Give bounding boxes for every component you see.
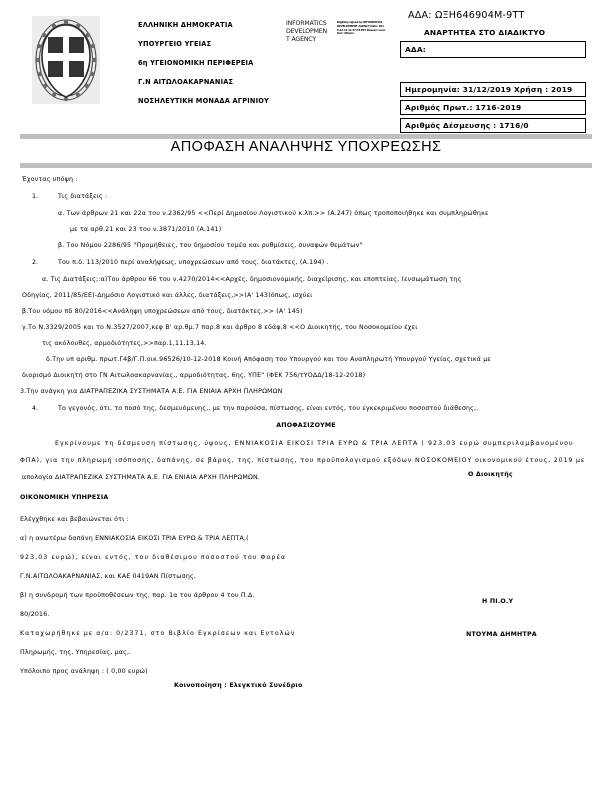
digital-signature-detail: Digitally signed by INFORMATICS DEVELOPMENT AGENCY Date: 2019.12.31 11:17:33 EET Reason: Location: Athens	[337, 21, 385, 36]
item-4-text: Το γεγονός, ότι, το ποσό της, δεσμευόμενης,, με την παρούσα, πίστωσης, είναι εντός, του εγκεκριμένου ποσοστού διάθεσης,.	[58, 405, 479, 412]
notification-line: Κοινοποίηση : Ελεγκτικό Συνέδριο	[174, 682, 303, 689]
item-1a-line: α. Των άρθρων 21 και 22α του ν.2362/95 <<Περί Δημοσίου Λογιστικού κ.λπ.>> (Α.247) όπως τροποποιήθηκε και συμπληρώθηκε	[58, 210, 489, 217]
greek-coat-of-arms-emblem	[32, 16, 100, 104]
decision-line-1: Εγκρίνουμε τη δέσμευση πίστωσης, ύψους, ΕΝΝΙΑΚΟΣΙΑ ΕΙΚΟΣΙ ΤΡΙΑ ΕΥΡΩ & ΤΡΙΑ ΛΕΠΤΑ ( 923,03 ευρώ συμπεριλαμβανομένου	[55, 440, 574, 447]
org-line-5: ΝΟΣΗΛΕΥΤΙΚΗ ΜΟΝΑΔΑ ΑΓΡΙΝΙΟΥ	[138, 97, 270, 106]
financial-line-1: Ελέγχθηκε και βεβαιώνεται ότι :	[20, 516, 129, 523]
financial-signature-name: ΝΤΟΥΜΑ ΔΗΜΗΤΡΑ	[466, 631, 537, 638]
org-line-4: Γ.Ν ΑΙΤΩΛΟΑΚΑΡΝΑΝΙΑΣ	[138, 78, 234, 87]
decision-line-2: ΦΠΑ), για την πληρωμή ισόποσης, δαπάνης, σε βάρος, της, πίστωσης, του προϋπολογισμού εξόδων ΝΟΣΟΚΟΜΕΙΟΥ οικονομικού έτους, 2019 με	[20, 457, 586, 464]
org-line-3: 6η ΥΓΕΙΟΝΟΜΙΚΗ ΠΕΡΙΦΕΡΕΙΑ	[138, 59, 254, 68]
item-2d-line: δ.Την υπ αριθμ. πρωτ.Γ4β/Γ.Π.οικ.96526/10-12-2018 Κοινή Απόφαση του Υπουργού και του Αναπληρωτή Υπουργού Υγείας, σχετικά με	[46, 356, 491, 363]
financial-line-5: β) η συνδρομή των προϋποθέσεων της, παρ. 1α του άρθρου 4 του Π.Δ.	[20, 592, 255, 599]
commitment-field-box: Αριθμός Δέσμευσης : 1716/0	[400, 118, 586, 133]
org-line-2: ΥΠΟΥΡΓΕΙΟ ΥΓΕΙΑΣ	[138, 40, 212, 49]
item-2c-line: γ.Το Ν.3329/2005 και το Ν.3527/2007,κεφ Β' αρ.θμ.7 παρ.8 και άρθρο 8 εδάφ.8 <<Ο Διοικητής, του Νοσοκομείου έχει	[22, 324, 418, 331]
item-2a-line: α. Τις Διατάξεις;:α)Του άρθρου 66 του ν.4270/2014<<Αρχές, δημοσιονομικής, διαχείρισης, και εποπτείας, (ενσωμάτωση της	[42, 276, 462, 283]
financial-line-7: Καταχωρήθηκε με α/α: 0/2371, στο Βιβλίο Εγκρίσεων και Εντολών	[20, 630, 296, 637]
anartitea-label: ΑΝΑΡΤΗΤΕΑ ΣΤΟ ΔΙΑΔΙΚΤΥΟ	[424, 28, 546, 37]
ida-logo-line-3: T AGENCY	[286, 36, 316, 44]
financial-service-header: ΟΙΚΟΝΟΜΙΚΗ ΥΠΗΡΕΣΙΑ	[20, 494, 109, 501]
organization-block	[138, 22, 288, 117]
financial-line-8: Πληρωμής, της, Υπηρεσίας, μας,.	[20, 649, 132, 656]
item-2d-line-2: διορισμό Διοικητή στο ΓΝ Αιτωλοακαρνανίας,, αρμοδιότητας, 6ης, ΥΠΕ" (ΦΕΚ 756/τΥΟΔΔ/18-12-2018)	[22, 372, 366, 379]
item-2b-line: β.Του νόμου πδ 80/2016<<Ανάληψη υποχρεώσεων από τους, διατάκτες,>> (Α' 145)	[22, 308, 303, 315]
ida-logo-line-2: DEVELOPMEN	[286, 28, 328, 36]
financial-line-3: 923,03 ευρώ), είναι εντός, του διαθέσιμου ποσοστού του Φορέα	[20, 554, 287, 561]
item-2-text: Του π.δ. 113/2010 περί αναλήψεως, υποχρεώσεων από τους, διατάκτες, (Α.194) .	[58, 259, 329, 266]
item-2a-line-2: Οδηγίας, 2011/85/ΕΕ)-Δημόσιο Λογιστικό και άλλες, διατάξεις,>>(Α' 143)όπως, ισχύει	[22, 292, 313, 299]
item-1b-line: β. Του Νόμου 2286/95 "Προμήθειες, του δημοσίου τομέα και ρυθμίσεις, συναφών θεμάτων"	[58, 242, 363, 249]
item-2-number: 2.	[32, 259, 39, 266]
item-1a-line-2: με τα αρθ.21 και 23 του ν.3871/2010 (Α.141)	[70, 226, 222, 233]
director-signature-title: Ο Διοικητής	[468, 471, 513, 478]
date-field-box: Ημερομηνία: 31/12/2019 Χρήση : 2019	[400, 82, 586, 97]
item-4-number: 4.	[32, 405, 39, 412]
item-1-number: 1.	[32, 193, 39, 200]
remaining-amount-line: Υπόλοιπο προς ανάληψη : ( 0,00 ευρώ)	[20, 668, 148, 675]
title-rule-bottom	[20, 163, 592, 168]
intro-line: Έχοντας υπόψη :	[22, 176, 78, 183]
item-2c-line-2: τις ακόλουθες, αρμοδιότητες,>>παρ.1,11,13,14.	[42, 340, 207, 347]
item-1-text: Τις διατάξεις :	[58, 193, 108, 200]
financial-line-4: Γ.Ν.ΑΙΤΩΛΟΑΚΑΡΝΑΝΙΑΣ, και ΚΑΕ 0419ΑΝ Πίστωσης,	[20, 573, 197, 580]
page-title: ΑΠΟΦΑΣΗ ΑΝΑΛΗΨΗΣ ΥΠΟΧΡΕΩΣΗΣ	[170, 139, 442, 155]
item-3-line: 3.Την ανάγκη για ΔΙΑΤΡΑΠΕΖΙΚΑ ΣΥΣΤΗΜΑΤΑ Α.Ε. ΓΙΑ ΕΝΙΑΙΑ ΑΡΧΗ ΠΛΗΡΩΜΩΝ	[20, 388, 283, 395]
ada-field-box: ΑΔΑ:	[400, 41, 586, 58]
financial-line-2: α) η ανωτέρω δαπάνη ΕΝΝΙΑΚΟΣΙΑ ΕΙΚΟΣΙ ΤΡΙΑ ΕΥΡΩ & ΤΡΙΑ ΛΕΠΤΑ,(	[20, 535, 249, 542]
ida-logo-line-1: INFORMATICS	[286, 20, 327, 27]
financial-signature-title: Η ΠΙ.Ο.Υ	[482, 598, 514, 605]
decision-line-3: απολογία ΔΙΑΤΡΑΠΕΖΙΚΑ ΣΥΣΤΗΜΑΤΑ Α.Ε. ΓΙΑ ΕΝΙΑΙΑ ΑΡΧΗ ΠΛΗΡΩΜΩΝ.	[22, 474, 261, 481]
ada-code: ΑΔΑ: ΩΞΗ646904Μ-9ΤΤ	[408, 10, 525, 21]
org-line-1: ΕΛΛΗΝΙΚΗ ΔΗΜΟΚΡΑΤΙΑ	[138, 21, 233, 29]
informatics-development-agency-logo	[286, 20, 334, 45]
financial-line-6: 80/2016.	[20, 611, 50, 618]
document-header	[0, 0, 612, 132]
protocol-field-box: Αριθμός Πρωτ.: 1716-2019	[400, 100, 586, 115]
decision-header: ΑΠΟΦΑΣΙΖΟΥΜΕ	[276, 422, 336, 429]
